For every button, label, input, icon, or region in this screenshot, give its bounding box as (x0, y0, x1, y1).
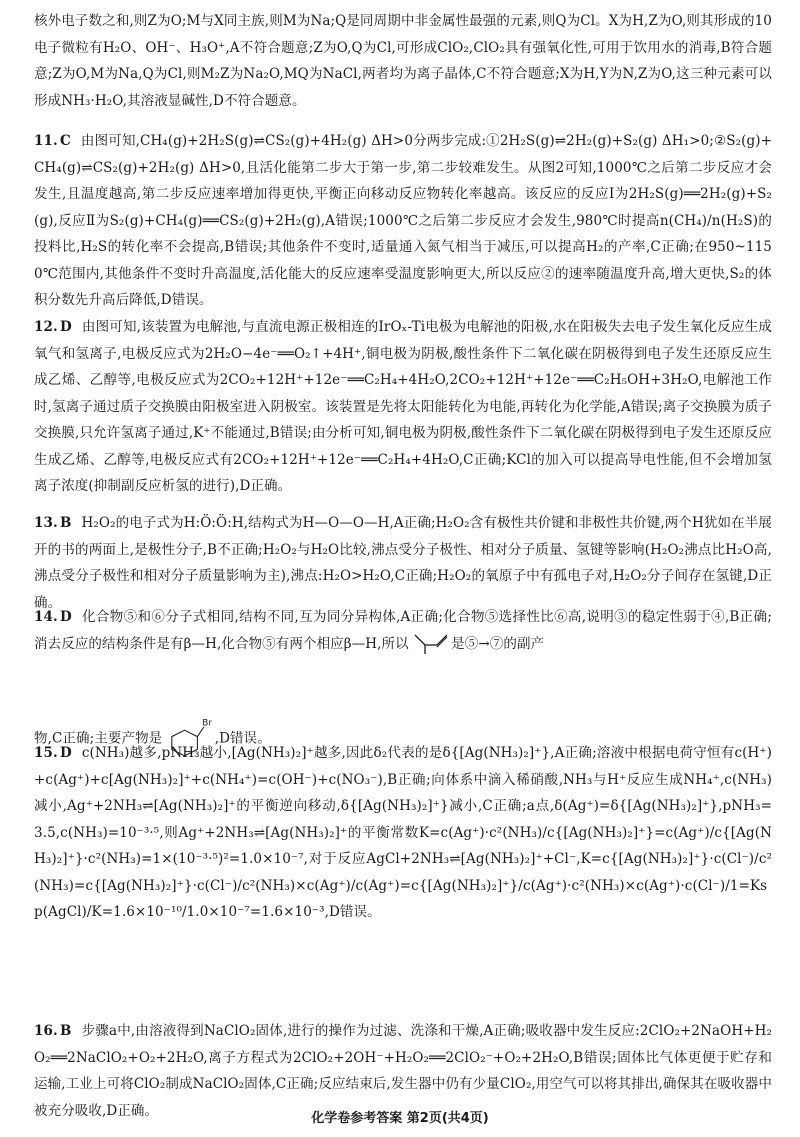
question-11 (34, 128, 772, 314)
answer-letter: D (60, 745, 72, 761)
explanation-text: H₂O₂的电子式为H:Ö:Ö:H,结构式为H—O—O—H,A正确;H₂O₂含有极性共价键和非极性共价键,两个H犹如在半展开的书的两面上,是极性分子,B不正确;H₂O₂与H₂O比较,沸点受分子极性、相对分子质量、氢键等影响(H₂O₂沸点比H₂O高,沸点受分子极性和相对分子质量影响为主),沸点:H₂O>H₂O,C正确;H₂O₂的氧原子中有孤电子对,H₂O₂分子间存在氢键,D正确。 (34, 515, 772, 611)
question-number: 15. (34, 745, 58, 761)
explanation-text-a: 化合物⑤和⑥分子式相同,结构不同,互为同分异构体,A正确;化合物⑤选择性比⑥高,说明③的稳定性弱于④,B正确;消去反应的结构条件是有β—H,化合物⑤有两个相应β—H,所以 (34, 609, 772, 652)
question-15 (34, 740, 772, 926)
answer-letter: C (60, 133, 71, 149)
explanation-text: 由图可知,CH₄(g)+2H₂S(g)⇌CS₂(g)+4H₂(g) ΔH>0分两步完成:①2H₂S(g)⇌2H₂(g)+S₂(g) ΔH₁>0;②S₂(g)+CH₄(g)⇌CS₂(g)+2H₂(g) ΔH>0,且活化能第二步大于第一步,第二步较难发生。从图2可知,1000℃之后第二步反应才会发生,且温度越高,第二步反应速率增加得更快,平衡正向移动反应物转化率越高。该反应的反应Ⅰ为2H₂S(g)══2H₂(g)+S₂(g),反应Ⅱ为S₂(g)+CH₄(g)══CS₂(g)+2H₂(g),A错误;1000℃之后第二步反应才会发生,980℃时提高n(CH₄)/n(H₂S)的投料比,H₂S的转化率不会提高,B错误;其他条件不变时,适量通入氮气相当于减压,可以提高H₂的产率,C正确;在950~1150℃范围内,其他条件不变时升高温度,活化能大的反应速率受温度影响更大,所以反应②的速率随温度升高,增大更快,S₂的体积分数先升高后降低,D错误。 (34, 133, 772, 308)
answer-letter: B (60, 515, 72, 531)
question-number: 12. (34, 319, 58, 335)
answer-letter: B (60, 1023, 72, 1039)
question-14 (34, 604, 772, 761)
page-footer: 化学卷参考答案 第2页(共4页) (311, 1111, 489, 1126)
question-12 (34, 314, 772, 500)
explanation-text: 由图可知,该装置为电解池,与直流电源正极相连的IrOₓ-Ti电极为电解池的阳极,水在阳极失去电子发生氧化反应生成氧气和氢离子,电极反应式为2H₂O−4e⁻══O₂↑+4H⁺,铜电极为阴极,酸性条件下二氧化碳在阴极得到电子发生还原反应生成乙烯、乙醇等,电极反应式为2CO₂+12H⁺+12e⁻══C₂H₄+4H₂O,2CO₂+12H⁺+12e⁻══C₂H₅OH+3H₂O,电解池工作时,氢离子通过质子交换膜由阳极室进入阴极室。该装置是先将太阳能转化为电能,再转化为化学能,A错误;离子交换膜为质子交换膜,只允许氢离子通过,K⁺不能通过,B错误;由分析可知,铜电极为阴极,酸性条件下二氧化碳在阴极得到电子发生还原反应生成乙烯、乙醇等,电极反应式有2CO₂+12H⁺+12e⁻══C₂H₄+4H₂O,C正确;KCl的加入可以提高导电性能,但不会增加氢离子浓度(抑制副反应析氢的进行),D正确。 (34, 319, 772, 494)
answer-letter: D (60, 609, 72, 625)
explanation-text: c(NH₃)越多,pNH₃越小,[Ag(NH₃)₂]⁺越多,因此δ₂代表的是δ{[Ag(NH₃)₂]⁺},A正确;溶液中根据电荷守恒有c(H⁺)+c(Ag⁺)+c[Ag(NH₃)₂]⁺+c(NH₄⁺)=c(OH⁻)+c(NO₃⁻),B正确;向体系中滴入稀硝酸,NH₃与H⁺反应生成NH₄⁺,c(NH₃)减小,Ag⁺+2NH₃⇌[Ag(NH₃)₂]⁺的平衡逆向移动,δ{[Ag(NH₃)₂]⁺}减小,C正确;a点,δ(Ag⁺)=δ{[Ag(NH₃)₂]⁺},pNH₃=3.5,c(NH₃)=10⁻³·⁵,则Ag⁺+2NH₃⇌[Ag(NH₃)₂]⁺的平衡常数K=c(Ag⁺)·c²(NH₃)/c{[Ag(NH₃)₂]⁺}=c(Ag⁺)/c{[Ag(NH₃)₂]⁺}·c²(NH₃)=1×(10⁻³·⁵)²=1.0×10⁻⁷,对于反应AgCl+2NH₃⇌[Ag(NH₃)₂]⁺+Cl⁻,K=c{[Ag(NH₃)₂]⁺}·c(Cl⁻)/c²(NH₃)=c{[Ag(NH₃)₂]⁺}·c(Cl⁻)/c²(NH₃)×c(Ag⁺)/c(Ag⁺)=c{[Ag(NH₃)₂]⁺}/c(Ag⁺)·c²(NH₃)×c(Ag⁺)·c(Cl⁻)/1=Ksp(AgCl)/K=1.6×10⁻¹⁰/1.0×10⁻⁷=1.6×10⁻³,D错误。 (34, 745, 772, 920)
intro-text: 核外电子数之和,则Z为O;M与X同主族,则M为Na;Q是同周期中非金属性最强的元素,则Q为Cl。X为H,Z为O,则其形成的10电子微粒有H₂O、OH⁻、H₃O⁺,A不符合题意;Z为O,Q为Cl,可形成ClO₂,ClO₂具有强氧化性,可用于饮用水的消毒,B符合题意;Z为O,M为Na,Q为Cl,则M₂Z为Na₂O,MQ为NaCl,两者均为离子晶体,C不符合题意;X为H,Y为N,Z为O,这三种元素可以形成NH₃·H₂O,其溶液显碱性,D不符合题意。 (34, 13, 772, 109)
bromine-label: Br (201, 718, 212, 729)
explanation-text-b: 是⑤→⑦的副产 (451, 635, 545, 652)
explanation-text-d: ,D错误。 (214, 730, 271, 747)
explanation-text: 步骤a中,由溶液得到NaClO₂固体,进行的操作为过滤、洗涤和干燥,A正确;吸收器中发生反应:2ClO₂+2NaOH+H₂O₂══2NaClO₂+O₂+2H₂O,离子方程式为2ClO₂+2OH⁻+H₂O₂══2ClO₂⁻+O₂+2H₂O,B错误;固体比气体更便于贮存和运输,工业上可将ClO₂制成NaClO₂固体,C正确;反应结束后,发生器中仍有少量ClO₂,用空气可以将其排出,确保其在吸收器中被充分吸收,D正确。 (34, 1023, 772, 1119)
intro-paragraph (34, 8, 772, 114)
alkene-structure-icon (413, 633, 451, 655)
question-number: 11. (34, 133, 58, 149)
question-number: 13. (34, 515, 58, 531)
explanation-text-c: 物,C正确;主要产物是 (34, 730, 163, 747)
question-13 (34, 510, 772, 616)
answer-letter: D (60, 319, 72, 335)
question-number: 14. (34, 609, 58, 625)
question-number: 16. (34, 1023, 58, 1039)
